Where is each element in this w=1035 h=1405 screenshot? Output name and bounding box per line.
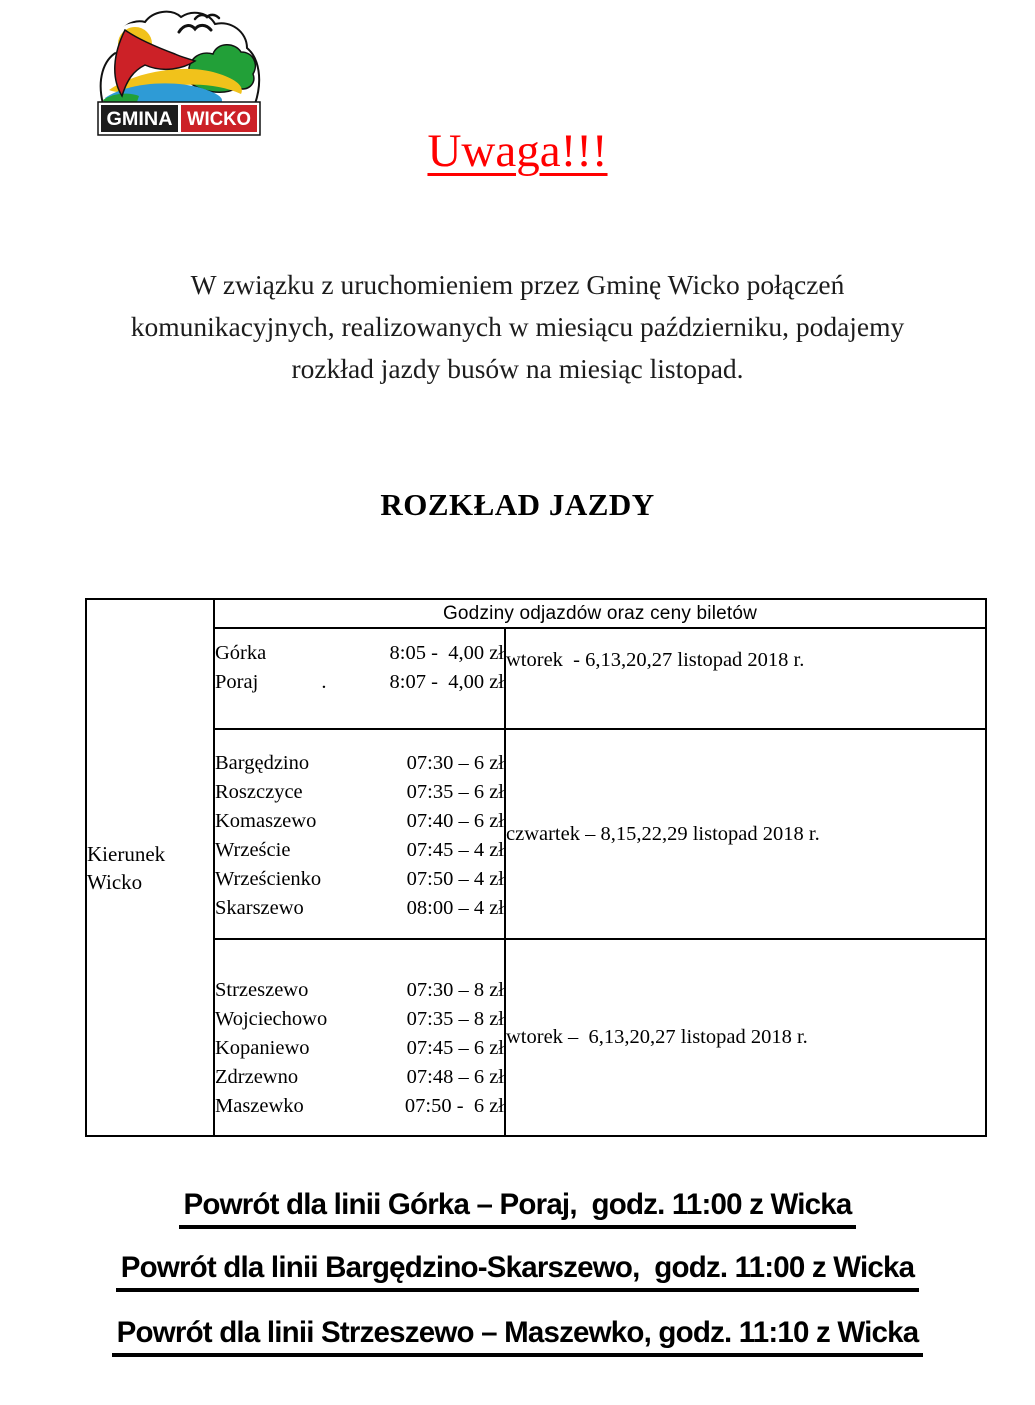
stop-time: 07:30 – 6 zł (406, 752, 504, 774)
stops-cell (214, 729, 505, 939)
days-cell: wtorek – 6,13,20,27 listopad 2018 r. (505, 939, 986, 1136)
direction-label-line2: Wicko (87, 869, 143, 894)
intro-line: W związku z uruchomieniem przez Gminę Wicko połączeń (190, 269, 845, 300)
schedule-table (85, 598, 987, 1137)
stop-name: Roszczyce (215, 781, 303, 803)
return-line-text: Powrót dla linii Bargędzino-Skarszewo, godz. 11:00 z Wicka (116, 1251, 919, 1292)
stop-separator (304, 894, 407, 923)
stop-line (215, 976, 504, 1005)
stop-line (215, 836, 504, 865)
stop-separator (308, 976, 406, 1005)
direction-label-line1: Kierunek (87, 841, 166, 866)
stop-line (215, 778, 504, 807)
stop-name: Poraj (215, 671, 259, 693)
stop-line (215, 1034, 504, 1063)
stop-name: Bargędzino (215, 752, 310, 774)
stop-line (215, 668, 504, 697)
intro-line: rozkład jazdy busów na miesiąc listopad. (291, 353, 744, 384)
return-line-text: Powrót dla linii Górka – Poraj, godz. 11:00 z Wicka (179, 1188, 857, 1229)
stop-separator (321, 865, 406, 894)
stops-cell (214, 939, 505, 1136)
stop-time: 8:07 - 4,00 zł (389, 671, 504, 693)
stop-separator (304, 1092, 405, 1121)
table-row (86, 729, 986, 939)
stop-separator (290, 836, 406, 865)
stop-time: 07:48 – 6 zł (406, 1066, 504, 1088)
stop-separator (316, 807, 406, 836)
stop-time: 08:00 – 4 zł (406, 897, 504, 919)
stop-name: Wrzeście (215, 839, 291, 861)
stop-time: 07:45 – 4 zł (406, 839, 504, 861)
stop-time: 8:05 - 4,00 zł (389, 642, 504, 664)
stop-time: 07:50 – 4 zł (406, 868, 504, 890)
table-row (86, 939, 986, 1136)
stop-name: Komaszewo (215, 810, 317, 832)
gmina-wicko-logo (95, 8, 263, 138)
stop-name: Górka (215, 642, 267, 664)
table-header-cell: Godziny odjazdów oraz ceny biletów (214, 599, 986, 628)
stop-name: Zdrzewno (215, 1066, 299, 1088)
intro-line: komunikacyjnych, realizowanych w miesiącu październiku, podajemy (130, 311, 905, 342)
stop-line (215, 807, 504, 836)
stop-time: 07:35 – 6 zł (406, 781, 504, 803)
stop-line (215, 1092, 504, 1121)
stop-line (215, 1063, 504, 1092)
stop-name: Wojciechowo (215, 1008, 328, 1030)
return-line (0, 1251, 1035, 1292)
days-cell: czwartek – 8,15,22,29 listopad 2018 r. (505, 729, 986, 939)
page-title (0, 124, 1035, 178)
stop-name: Maszewko (215, 1095, 304, 1117)
stop-separator (298, 1063, 407, 1092)
stop-separator (310, 1034, 407, 1063)
return-line-text: Powrót dla linii Strzeszewo – Maszewko, godz. 11:10 z Wicka (112, 1316, 924, 1357)
logo-text-gmina: GMINA (106, 109, 173, 130)
logo-text-wicko: WICKO (187, 109, 251, 130)
stop-separator (303, 778, 407, 807)
return-line (0, 1316, 1035, 1357)
intro-paragraph (95, 264, 940, 390)
stop-line (215, 639, 504, 668)
stop-name: Strzeszewo (215, 979, 309, 1001)
page-title-text: Uwaga!!! (427, 125, 608, 177)
stop-separator (266, 639, 389, 668)
stop-line (215, 865, 504, 894)
stop-time: 07:50 - 6 zł (404, 1095, 504, 1117)
days-cell: wtorek - 6,13,20,27 listopad 2018 r. (505, 628, 986, 729)
table-header-row (86, 599, 986, 628)
stop-separator: . (321, 671, 327, 693)
stop-time: 07:30 – 8 zł (406, 979, 504, 1001)
stop-separator (309, 749, 407, 778)
direction-cell (86, 599, 214, 1136)
return-line (0, 1188, 1035, 1229)
stop-name: Wrześcienko (215, 868, 322, 890)
stop-line (215, 894, 504, 923)
stop-time: 07:45 – 6 zł (406, 1037, 504, 1059)
stops-cell (214, 628, 505, 729)
stop-line (215, 1005, 504, 1034)
stop-name: Kopaniewo (215, 1037, 310, 1059)
stop-time: 07:40 – 6 zł (406, 810, 504, 832)
stop-name: Skarszewo (215, 897, 304, 919)
stop-separator (327, 1005, 406, 1034)
stop-time: 07:35 – 8 zł (406, 1008, 504, 1030)
schedule-heading: ROZKŁAD JAZDY (380, 487, 655, 522)
table-row (86, 628, 986, 729)
stop-line (215, 749, 504, 778)
